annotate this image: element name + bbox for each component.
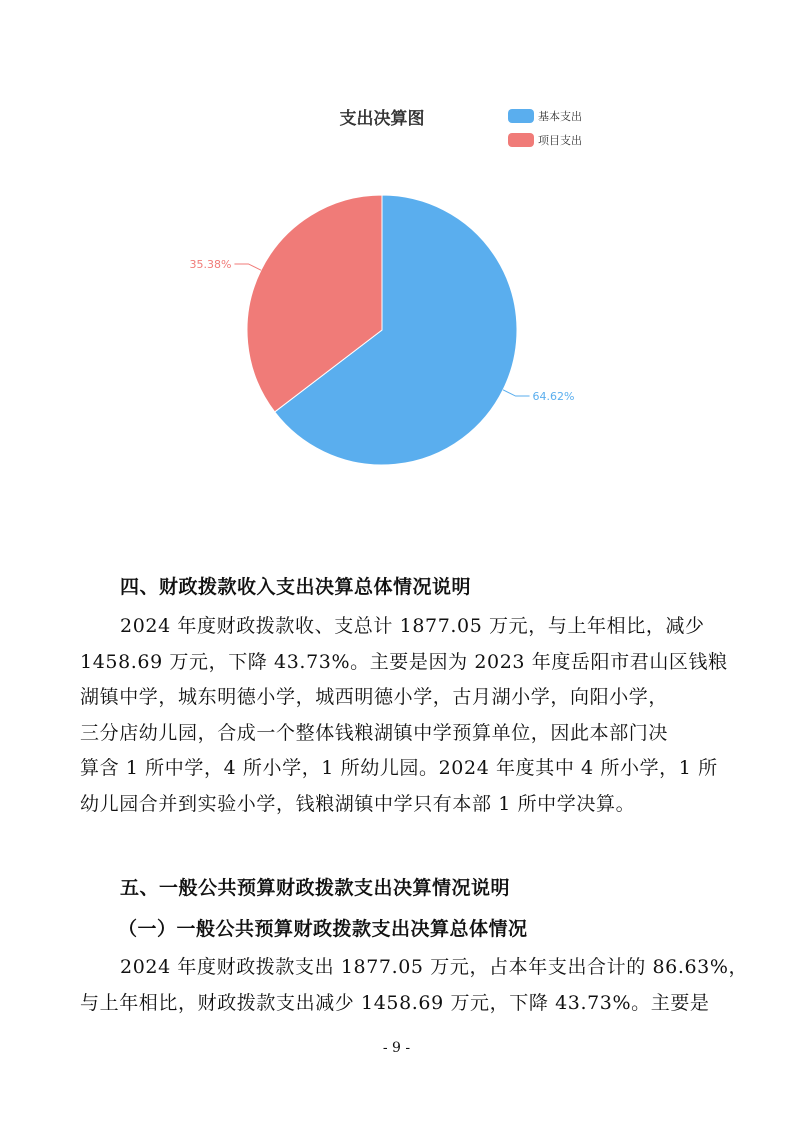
section-4-heading: 四、财政拨款收入支出决算总体情况说明 [120, 576, 472, 598]
legend-swatch [508, 133, 534, 147]
paragraph-line: 2024 年度财政拨款收、支总计 1877.05 万元，与上年相比，减少 [120, 615, 705, 637]
paragraph-line: 三分店幼儿园，合成一个整体钱粮湖镇中学预算单位，因此本部门决 [80, 721, 669, 744]
legend-swatch [508, 109, 534, 123]
pie-data-label: 64.62% [532, 390, 575, 404]
paragraph-line: 幼儿园合并到实验小学，钱粮湖镇中学只有本部 1 所中学决算。 [80, 792, 636, 815]
pie-slices [247, 195, 517, 465]
legend-label: 项目支出 [538, 134, 582, 147]
page-number: - 9 - [382, 1040, 411, 1056]
pie-data-label: 35.38% [189, 257, 232, 271]
section-5-heading: 五、一般公共预算财政拨款支出决算情况说明 [120, 877, 511, 899]
paragraph-line: 2024 年度财政拨款支出 1877.05 万元，占本年支出合计的 86.63%， [120, 956, 749, 978]
section-4-paragraph [80, 609, 728, 822]
legend-label: 基本支出 [538, 110, 582, 123]
paragraph-line: 1458.69 万元，下降 43.73%。主要是因为 2023 年度岳阳市君山区钱粮 [80, 650, 728, 673]
chart-legend [508, 109, 582, 147]
paragraph-line: 湖镇中学，城东明德小学，城西明德小学，古月湖小学，向阳小学， [80, 686, 669, 708]
expenditure-pie-chart [0, 0, 793, 520]
paragraph-line: 与上年相比，财政拨款支出减少 1458.69 万元，下降 43.73%。主要是 [80, 991, 710, 1014]
section-5-sub-heading: （一）一般公共预算财政拨款支出决算总体情况 [118, 918, 528, 940]
paragraph-line: 算含 1 所中学，4 所小学，1 所幼儿园。2024 年度其中 4 所小学，1 所 [80, 757, 718, 779]
section-5-paragraph [80, 950, 749, 1021]
chart-title: 支出决算图 [339, 109, 425, 129]
pie-leader-line [234, 264, 261, 270]
pie-leader-line [503, 390, 530, 396]
